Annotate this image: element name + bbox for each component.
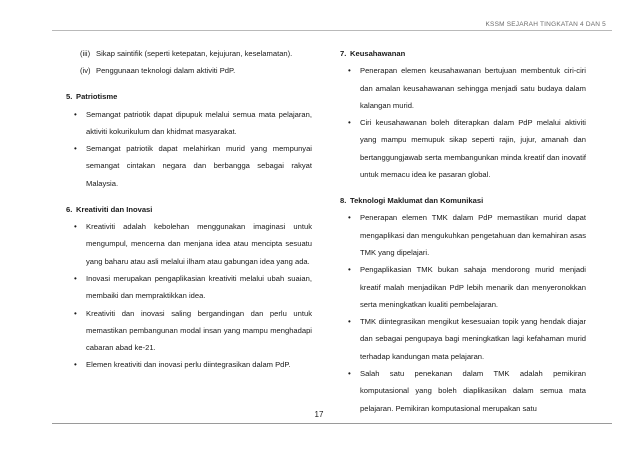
- bullet-item: • Semangat patriotik dapat dipupuk melalui semua mata pelajaran, aktiviti kokurikulum dan khidmat masyarakat.: [86, 106, 312, 141]
- bullet-list: [66, 218, 312, 374]
- section-title: Kreativiti dan Inovasi: [76, 204, 153, 214]
- section-number: 5.: [66, 92, 73, 102]
- running-header: KSSM SEJARAH TINGKATAN 4 DAN 5: [485, 21, 606, 28]
- right-column: [340, 45, 586, 417]
- section-heading: [340, 45, 586, 62]
- bullet-item: • TMK diintegrasikan mengikut kesesuaian topik yang hendak diajar dan sebagai pengupaya bagi meningkatkan lagi kefahaman murid terhadap kandungan mata pelajaran.: [360, 313, 586, 365]
- section-title: Keusahawanan: [350, 49, 406, 58]
- bullet-item: • Pengaplikasian TMK bukan sahaja mendorong murid menjadi kreatif malah menjadikan PdP lebih menarik dan menyeronokkan serta meningkatkan kualiti pembelajaran.: [360, 261, 586, 313]
- bullet-list: [340, 62, 586, 183]
- bullet-item: • Penerapan elemen TMK dalam PdP memastikan murid dapat mengaplikasi dan mengukuhkan pengetahuan dan kemahiran asas TMK yang dipelajari.: [360, 209, 586, 261]
- bullet-item: • Penerapan elemen keusahawanan bertujuan membentuk ciri-ciri dan amalan keusahawanan sehingga menjadi satu budaya dalam kalangan murid.: [360, 62, 586, 114]
- section-keusahawanan: [340, 45, 586, 183]
- section-heading: [66, 88, 312, 105]
- sub-item-number: (iv): [80, 66, 91, 76]
- bullet-item: • Kreativiti dan inovasi saling bergandingan dan perlu untuk memastikan pembangunan modal insan yang mampu menghadapi cabaran abad ke-21.: [86, 305, 312, 357]
- section-number: 6.: [66, 204, 73, 214]
- footer-rule: [52, 423, 612, 424]
- sub-item: [66, 45, 312, 62]
- left-column: [66, 45, 312, 374]
- section-number: 8.: [340, 196, 347, 206]
- sub-item: [66, 62, 312, 79]
- bullet-list: [66, 106, 312, 192]
- sub-item-text: Sikap saintifik (seperti ketepatan, kejujuran, keselamatan).: [96, 49, 293, 58]
- bullet-item: • Salah satu penekanan dalam TMK adalah pemikiran komputasional yang boleh diaplikasikan dalam semua mata pelajaran. Pemikiran komputasional merupakan satu: [360, 365, 586, 417]
- sub-item-number: (iii): [80, 49, 91, 58]
- section-patriotisme: [66, 88, 312, 192]
- bullet-item: • Ciri keusahawanan boleh diterapkan dalam PdP melalui aktiviti yang mampu memupuk sikap seperti rajin, jujur, amanah dan bertanggungjawab serta membangunkan minda kreatif dan inovatif untuk memacu idea ke pasaran global.: [360, 114, 586, 183]
- sub-item-text: Penggunaan teknologi dalam aktiviti PdP.: [96, 66, 236, 76]
- bullet-item: • Inovasi merupakan pengaplikasian kreativiti melalui ubah suaian, membaiki dan mempraktikkan idea.: [86, 270, 312, 305]
- section-heading: [340, 192, 586, 209]
- bullet-list: [340, 209, 586, 417]
- bullet-item: • Semangat patriotik dapat melahirkan murid yang mempunyai semangat cintakan negara dan berbangga sebagai rakyat Malaysia.: [86, 140, 312, 192]
- bullet-item: • Elemen kreativiti dan inovasi perlu diintegrasikan dalam PdP.: [86, 356, 312, 373]
- section-title: Patriotisme: [76, 92, 118, 102]
- bullet-item: • Kreativiti adalah kebolehan menggunakan imaginasi untuk mengumpul, mencerna dan menjana idea atau mencipta sesuatu yang baharu atau asli melalui ilham atau gabungan idea yang ada.: [86, 218, 312, 270]
- section-number: 7.: [340, 49, 347, 58]
- section-title: Teknologi Maklumat dan Komunikasi: [350, 196, 484, 206]
- page-number: 17: [314, 410, 324, 419]
- header-rule: [52, 30, 612, 31]
- section-tmk: [340, 192, 586, 417]
- section-heading: [66, 201, 312, 218]
- section-kreativiti-inovasi: [66, 201, 312, 374]
